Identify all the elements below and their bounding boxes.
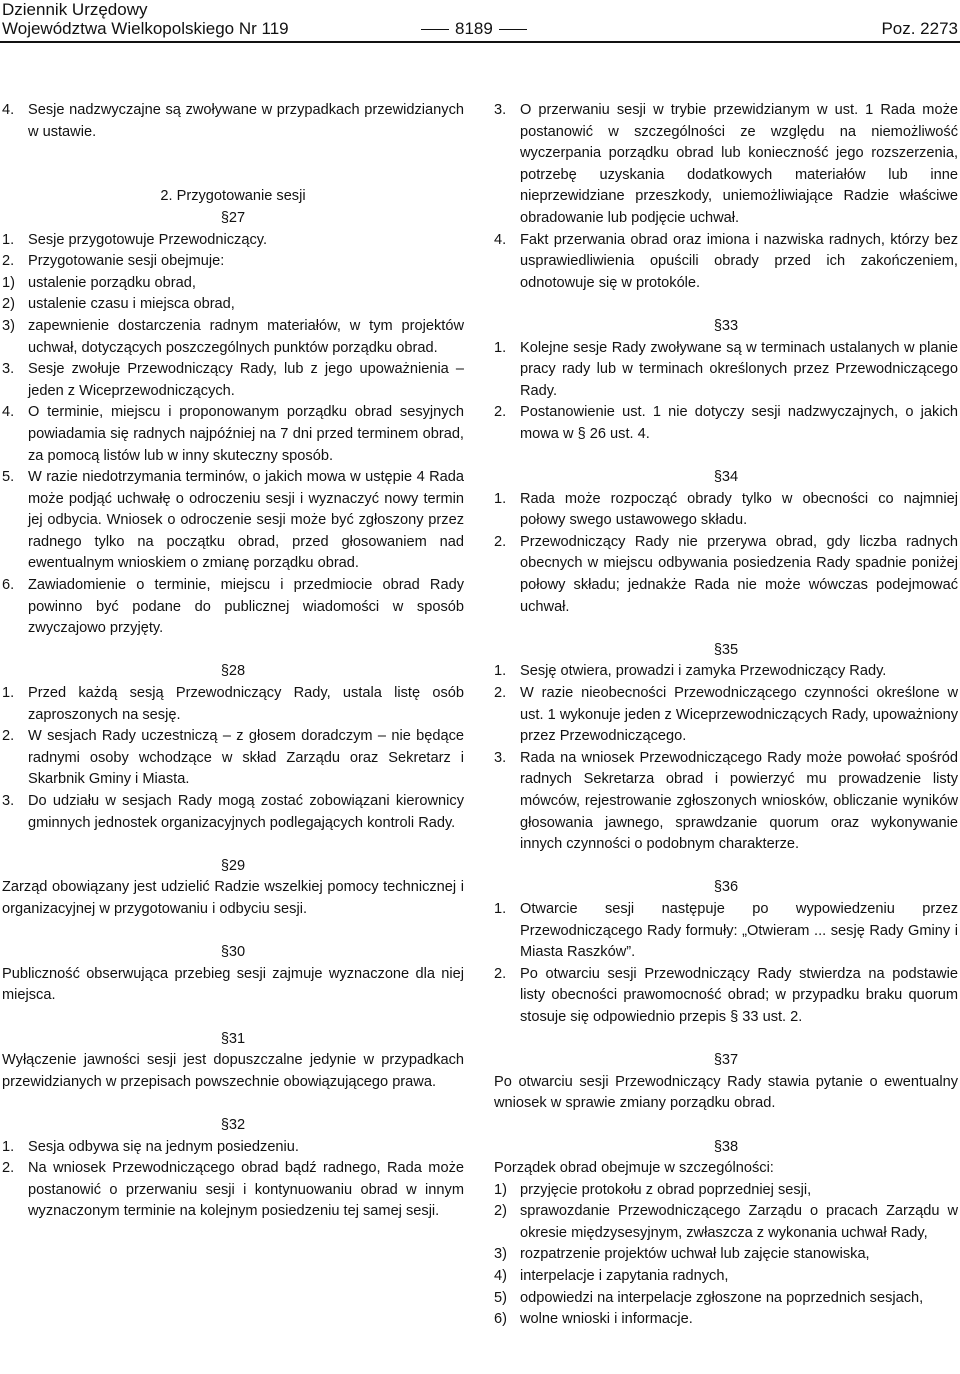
list-item <box>494 683 958 748</box>
section-37-text: Po otwarciu sesji Przewodniczący Rady stawia pytanie o ewentualny wniosek w sprawie zmiany porządku obrad. <box>494 1073 958 1112</box>
item-number: 4. <box>494 231 507 248</box>
list-item <box>494 661 958 683</box>
item-text: O terminie, miejscu i proponowanym porządku obrad sesyjnych powiadamia się radnych najpóźniej na 7 dni przed terminem obrad, za pomocą listów lub w inny skuteczny sposób. <box>28 404 464 464</box>
item-number: 1. <box>494 490 507 507</box>
page-number <box>415 19 533 38</box>
list-item <box>2 726 464 791</box>
list-item <box>2 791 464 834</box>
header-rule <box>0 41 960 43</box>
item-number: 2. <box>2 1160 15 1177</box>
dash-right <box>499 29 527 30</box>
list-item <box>2 359 464 402</box>
list-item <box>2 100 464 143</box>
item-number: 1) <box>494 1181 507 1198</box>
item-number: 6. <box>2 577 15 594</box>
list-item <box>2 402 464 467</box>
list-item <box>2 1137 464 1159</box>
list-item <box>2 1158 464 1223</box>
list-item <box>2 575 464 640</box>
list-item <box>2 251 464 273</box>
item-number: 3) <box>494 1246 507 1263</box>
item-number: 3. <box>2 361 15 378</box>
item-number: 5. <box>2 469 15 486</box>
item-text: sprawozdanie Przewodniczącego Zarządu o pracach Zarządu w okresie międzysesyjnym, zwłaszcza z wykonania uchwał Rady, <box>520 1203 958 1241</box>
section-32-title: §32 <box>220 1116 246 1133</box>
item-text: Zawiadomienie o terminie, miejscu i przedmiocie obrad Rady powinno być podane do publicznej wiadomości w sposób zwyczajowo przyjęty. <box>28 577 464 637</box>
sub-list-item <box>494 1201 958 1244</box>
position-number: Poz. 2273 <box>881 19 958 38</box>
item-text: W razie niedotrzymania terminów, o jakich mowa w ustępie 4 Rada może podjąć uchwałę o odroczeniu sesji i wyznaczyć nowy termin jej odbycia. Wniosek o odroczenie sesji może być zgłoszony przez radnego tylko na początku obrad, przed głosowaniem nad ewentualnym wnioskiem o zmianę porządku obrad. <box>28 469 464 572</box>
list-item <box>494 964 958 1029</box>
item-number: 1. <box>494 663 507 680</box>
item-text: rozpatrzenie projektów uchwał lub zajęcie stanowiska, <box>520 1246 870 1263</box>
item-number: 3. <box>2 793 15 809</box>
item-text: Sesje przygotowuje Przewodniczący. <box>28 231 268 248</box>
list-item <box>494 230 958 295</box>
page-header <box>0 0 960 40</box>
item-text: przyjęcie protokołu z obrad poprzedniej sesji, <box>520 1181 812 1198</box>
section-29-text: Zarząd obowiązany jest udzielić Radzie wszelkiej pomocy technicznej i organizacyjnej w przygotowaniu i odbyciu sesji. <box>2 879 464 917</box>
section-38-title: §38 <box>713 1138 739 1155</box>
item-text: Po otwarciu sesji Przewodniczący Rady stwierdza na podstawie listy obecności prawomocność obrad; w przypadku braku quorum stosuje się odpowiednio przepis § 33 ust. 2. <box>520 965 958 1025</box>
item-number: 3) <box>2 317 15 334</box>
list-item <box>494 748 958 856</box>
list-item <box>494 402 958 445</box>
sub-list-item <box>494 1288 958 1310</box>
item-number: 5) <box>494 1289 507 1306</box>
item-text: Kolejne sesje Rady zwoływane są w terminach ustalanych w planie pracy rady lub w terminach określonych przez Przewodniczącego Rady. <box>520 339 958 399</box>
item-number: 2. <box>494 965 507 982</box>
item-text: ustalenie czasu i miejsca obrad, <box>28 296 235 313</box>
section-35-title: §35 <box>713 641 739 658</box>
sub-list-item <box>494 1180 958 1202</box>
sub-list-item <box>2 273 464 295</box>
item-text: Sesja odbywa się na jednym posiedzeniu. <box>28 1138 299 1155</box>
sub-list-item <box>2 294 464 316</box>
section-31-text: Wyłączenie jawności sesji jest dopuszczalne jedynie w przypadkach przewidzianych w przepisach powszechnie obowiązującego prawa. <box>2 1052 464 1090</box>
item-text: Rada może rozpocząć obrady tylko w obecności co najmniej połowy swego ustawowego składu. <box>520 490 958 529</box>
item-text: ustalenie porządku obrad, <box>28 274 196 291</box>
item-text: interpelacje i zapytania radnych, <box>520 1268 729 1285</box>
sub-list-item <box>494 1309 958 1331</box>
dash-left <box>421 29 449 30</box>
item-text: Przygotowanie sesji obejmuje: <box>28 253 225 270</box>
item-text: Do udziału w sesjach Rady mogą zostać zobowiązani kierownicy gminnych jednostek organizacyjnych podlegających kontroli Rady. <box>28 793 464 831</box>
list-item <box>494 532 958 618</box>
item-text: Sesje nadzwyczajne są zwoływane w przypadkach przewidzianych w ustawie. <box>28 102 464 140</box>
item-number: 3. <box>494 102 507 118</box>
item-text: Przewodniczący Rady nie przerywa obrad, gdy liczba radnych obecnych w miejscu odbywania posiedzenia Rady spadnie poniżej połowy składu; jednakże Rada nie może wówczas podejmować uchwał. <box>520 533 958 615</box>
item-number: 1) <box>2 274 15 291</box>
item-number: 1. <box>2 685 15 702</box>
sub-list-item <box>2 316 464 359</box>
item-text: wolne wnioski i informacje. <box>520 1311 693 1328</box>
list-item <box>2 683 464 726</box>
list-item <box>494 100 958 230</box>
sub-list-item <box>494 1266 958 1288</box>
item-number: 4) <box>494 1268 507 1285</box>
item-number: 1. <box>494 339 507 356</box>
item-text: zapewnienie dostarczenia radnym materiałów, w tym projektów uchwał, dotyczących poszczególnych punktów porządku obrad. <box>28 317 464 356</box>
section-36-title: §36 <box>713 879 739 896</box>
item-text: Postanowienie ust. 1 nie dotyczy sesji nadzwyczajnych, o jakich mowa w § 26 ust. 4. <box>520 404 958 442</box>
section-30-title: §30 <box>220 944 246 961</box>
list-item <box>494 899 958 964</box>
list-item <box>2 230 464 252</box>
list-item <box>494 338 958 403</box>
item-text: Przed każdą sesją Przewodniczący Rady, ustala listę osób zaproszonych na sesję. <box>28 685 464 723</box>
item-text: O przerwaniu sesji w trybie przewidzianym w ust. 1 Rada może postanowić w szczególności ze względu na niemożliwość wyczerpania porządku obrad lub konieczność jego rozszerzenia, potrzebę uzyskania dodatkowych materiałów lub inne nieprzewidziane przeszkody, uniemożliwiające Radzie właściwe obradowanie lub podjęcie uchwał. <box>520 102 958 226</box>
item-number: 2) <box>2 296 15 313</box>
item-number: 1. <box>494 900 507 917</box>
section-28-title: §28 <box>220 663 246 680</box>
item-text: Sesję otwiera, prowadzi i zamyka Przewodniczący Rady. <box>520 663 887 680</box>
item-number: 2. <box>494 404 507 421</box>
section-30-text: Publiczność obserwująca przebieg sesji zajmuje wyznaczone dla niej miejsca. <box>2 965 464 1004</box>
section-34-title: §34 <box>713 469 739 486</box>
item-text: odpowiedzi na interpelacje zgłoszone na poprzednich sesjach, <box>520 1289 924 1306</box>
item-number: 2) <box>494 1203 507 1220</box>
journal-title <box>2 0 289 38</box>
list-item <box>2 467 464 575</box>
sub-list-item <box>494 1244 958 1266</box>
item-number: 2. <box>494 533 507 550</box>
item-text: Sesje zwołuje Przewodniczący Rady, lub z jego upoważnienia – jeden z Wiceprzewodniczących. <box>28 361 464 399</box>
item-number: 1. <box>2 231 15 248</box>
section-33-title: §33 <box>713 317 739 334</box>
section-37-title: §37 <box>713 1052 739 1069</box>
item-text: Rada na wniosek Przewodniczącego Rady może powołać spośród radnych Sekretarza obrad i powierzyć mu prowadzenie listy mówców, rejestrowanie zgłoszonych wniosków, obliczanie wyników głosowania jawnego, sprawdzanie quorum oraz wykonywanie innych czynności o podobnym charakterze. <box>520 749 958 853</box>
page-number-value: 8189 <box>455 19 493 38</box>
item-number: 2. <box>494 685 507 702</box>
item-text: W sesjach Rady uczestniczą – z głosem doradczym – nie będące radnymi osoby wchodzące w skład Zarządu oraz Sekretarz i Skarbnik Gminy i Miasta. <box>28 728 464 788</box>
item-number: 3. <box>494 749 507 766</box>
right-column <box>494 100 958 1331</box>
list-item <box>494 489 958 532</box>
section-27-title: §27 <box>220 209 246 226</box>
item-text: Na wniosek Przewodniczącego obrad bądź radnego, Rada może postanowić o przerwaniu sesji i kontynuowaniu obrad w innym wyznaczonym terminie na kolejnym posiedzeniu tej samej sesji. <box>28 1160 464 1220</box>
chapter-heading: 2. Przygotowanie sesji <box>160 188 306 205</box>
item-text: Fakt przerwania obrad oraz imiona i nazwiska radnych, którzy bez usprawiedliwienia opuścili obrady przed ich zakończeniem, odnotowuje się w protokóle. <box>520 231 958 291</box>
item-number: 2. <box>2 728 15 745</box>
item-text: Otwarcie sesji następuje po wypowiedzeniu przez Przewodniczącego Rady formuły: „Otwieram ... sesję Rady Gminy i Miasta Raszków”. <box>520 900 958 961</box>
item-number: 1. <box>2 1138 15 1155</box>
journal-line-2: Województwa Wielkopolskiego Nr 119 <box>2 19 289 38</box>
item-number: 2. <box>2 253 15 270</box>
item-text: W razie nieobecności Przewodniczącego czynności określone w ust. 1 wykonuje jeden z Wiceprzewodniczących Rady, upoważniony przez Przewodniczącego. <box>520 685 958 745</box>
item-number: 4. <box>2 404 15 421</box>
journal-line-1: Dziennik Urzędowy <box>2 0 148 19</box>
left-column <box>2 100 464 1223</box>
section-31-title: §31 <box>220 1030 246 1047</box>
item-number: 4. <box>2 102 15 118</box>
item-number: 6) <box>494 1311 507 1328</box>
section-38-intro: Porządek obrad obejmuje w szczególności: <box>494 1160 774 1177</box>
section-29-title: §29 <box>220 857 246 874</box>
